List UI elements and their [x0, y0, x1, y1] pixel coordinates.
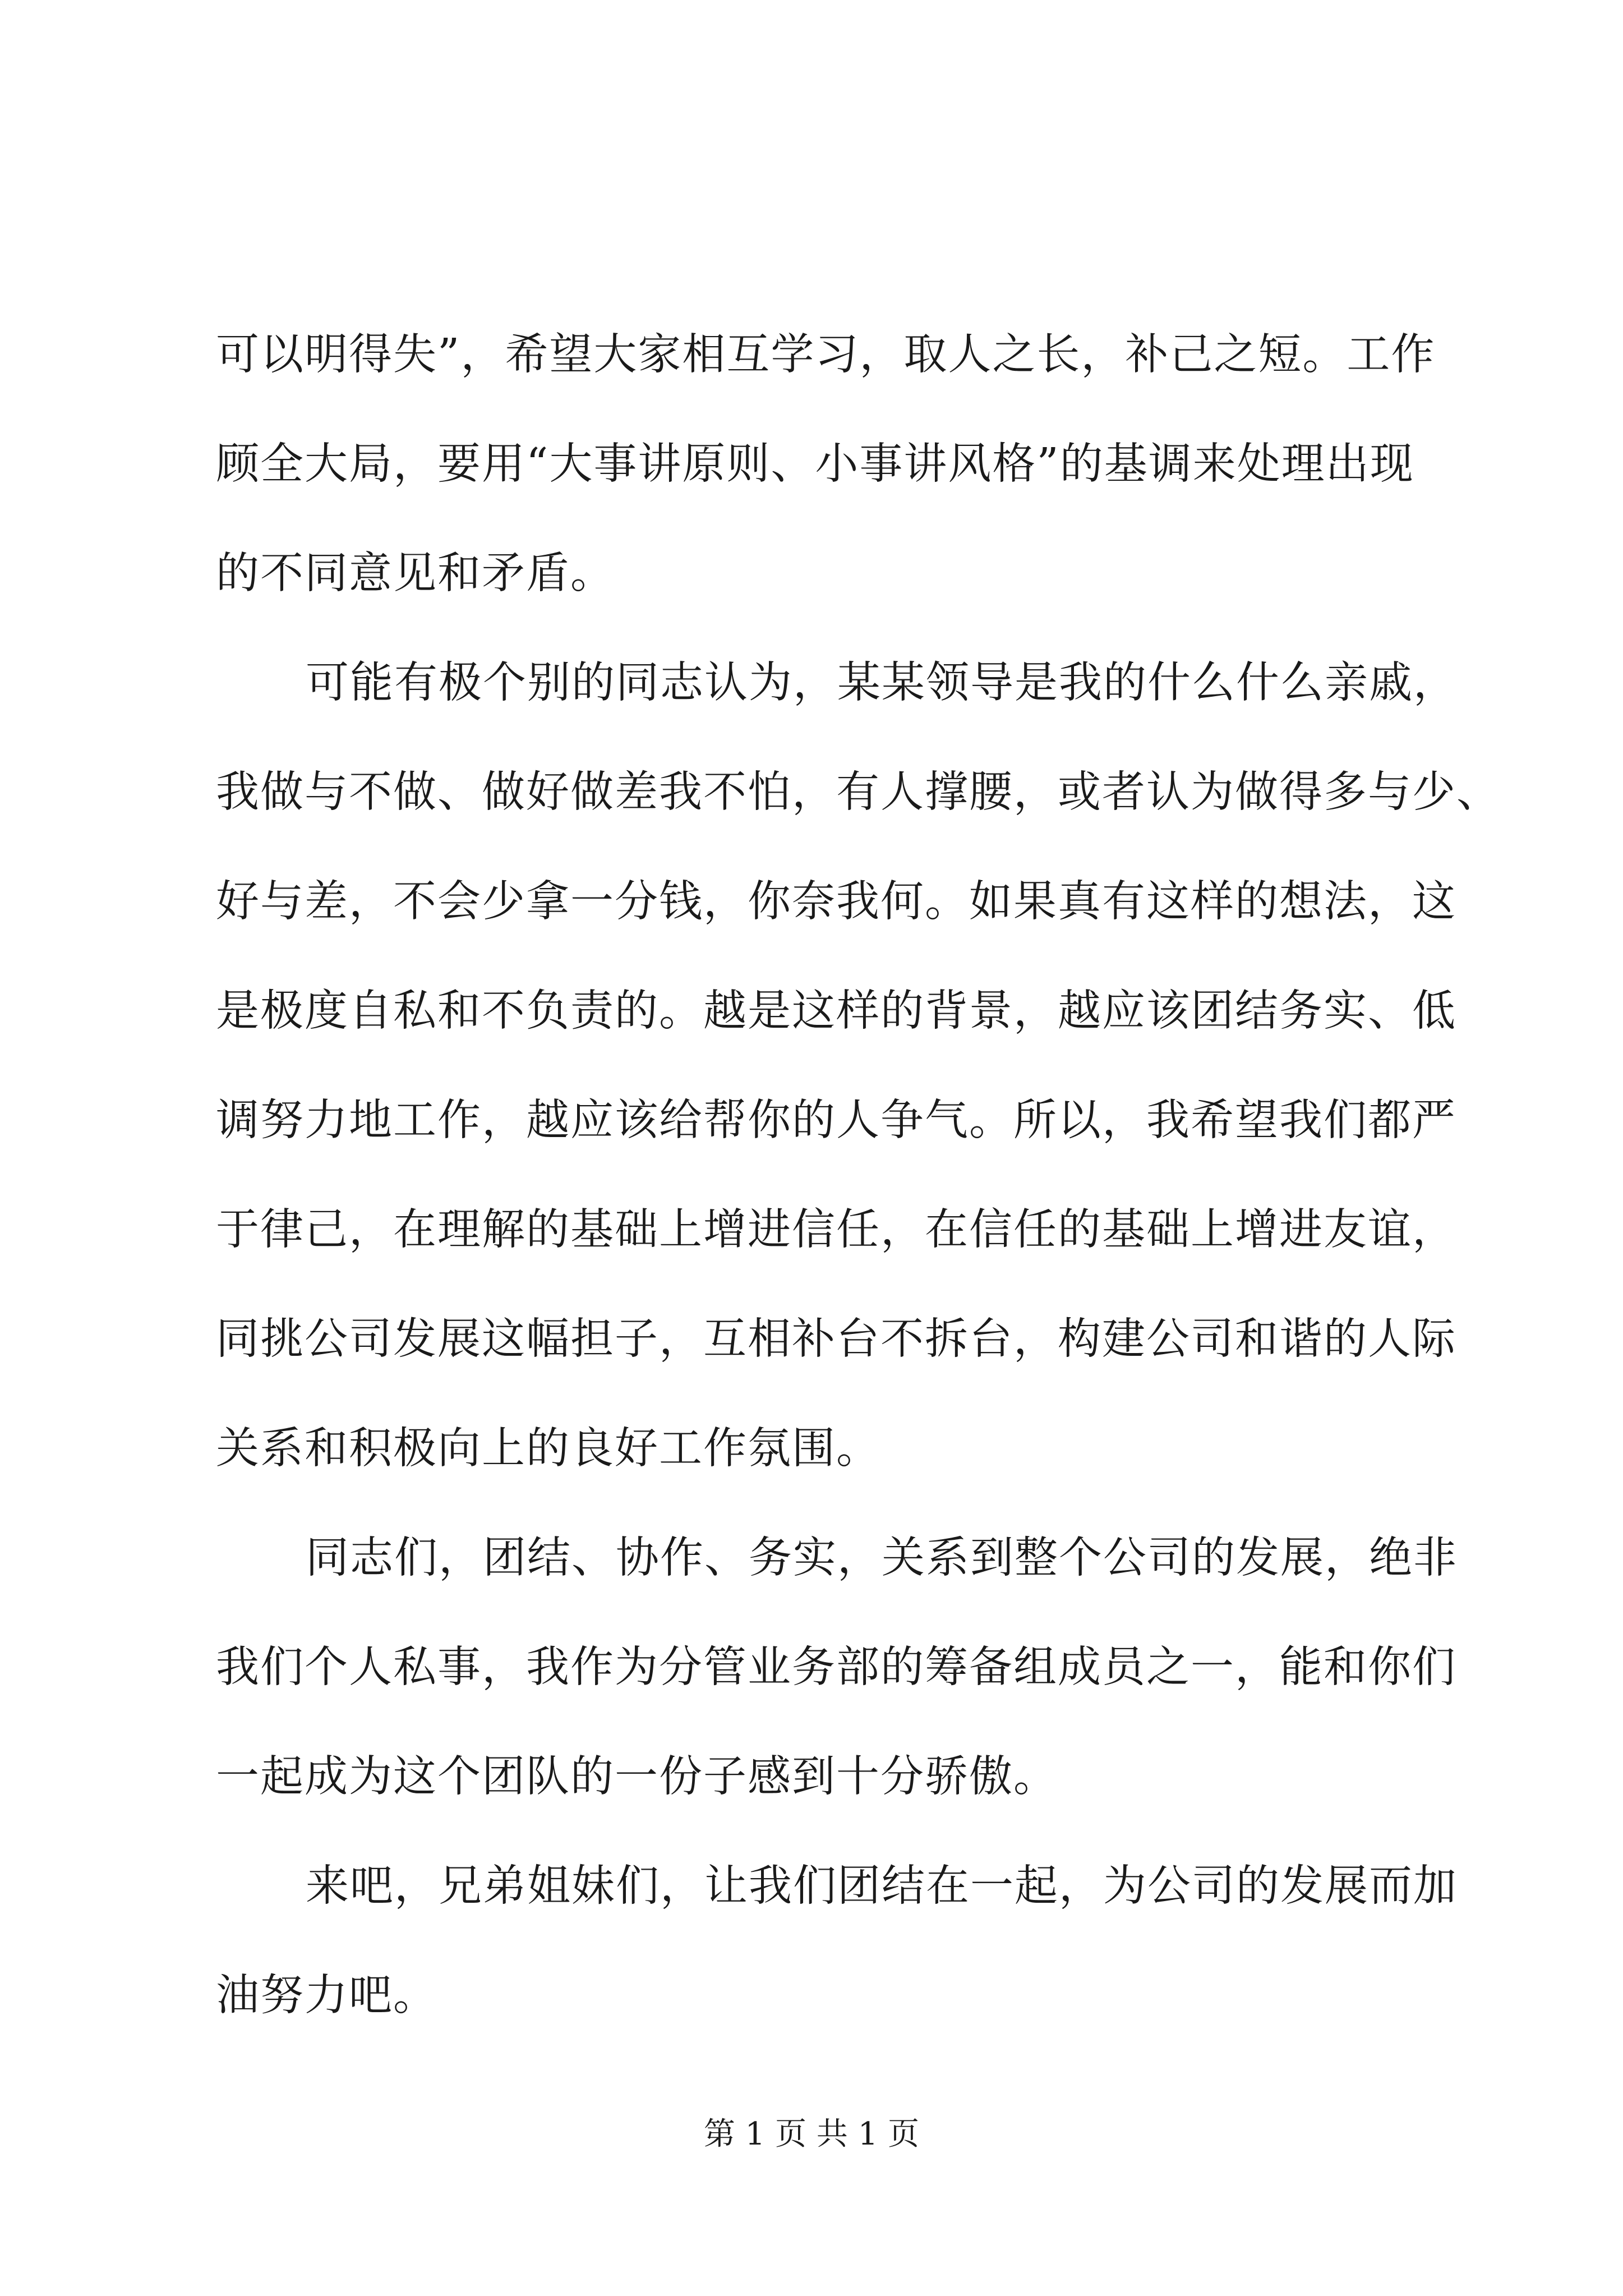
page-number-footer: 第 1 页 共 1 页 — [703, 2116, 920, 2152]
paragraph-1 — [216, 300, 1436, 628]
paragraph-line: 于律己，在理解的基础上增进信任，在信任的基础上增进友谊， — [216, 1205, 1456, 1255]
paragraph-4 — [216, 1832, 1458, 2050]
paragraph-line: 我做与不做、做好做差我不怕，有人撑腰，或者认为做得多与少、 — [216, 767, 1501, 817]
paragraph-line: 关系和积极向上的良好工作氛围。 — [216, 1424, 880, 1474]
paragraph-line: 好与差，不会少拿一分钱，你奈我何。如果真有这样的想法，这 — [216, 877, 1456, 927]
paragraph-line: 顾全大局，要用“大事讲原则、小事讲风格”的基调来处理出现 — [216, 439, 1414, 489]
paragraph-line: 可能有极个别的同志认为，某某领导是我的什么什么亲戚， — [306, 658, 1458, 708]
paragraph-line: 的不同意见和矛盾。 — [216, 549, 615, 599]
paragraph-line: 油努力吧。 — [216, 1971, 437, 2021]
paragraph-line: 同志们，团结、协作、务实，关系到整个公司的发展，绝非 — [306, 1533, 1458, 1583]
paragraph-line: 调努力地工作，越应该给帮你的人争气。所以，我希望我们都严 — [216, 1096, 1456, 1145]
paragraph-line: 来吧，兄弟姐妹们，让我们团结在一起，为公司的发展而加 — [306, 1861, 1458, 1911]
paragraph-line: 同挑公司发展这幅担子，互相补台不拆台，构建公司和谐的人际 — [216, 1314, 1456, 1364]
paragraph-line: 可以明得失”，希望大家相互学习，取人之长，补己之短。工作 — [216, 330, 1436, 380]
paragraph-3 — [216, 1503, 1458, 1832]
document-body — [216, 300, 1501, 2050]
paragraph-line: 是极度自私和不负责的。越是这样的背景，越应该团结务实、低 — [216, 986, 1456, 1036]
paragraph-line: 我们个人私事，我作为分管业务部的筹备组成员之一，能和你们 — [216, 1642, 1456, 1692]
paragraph-2 — [216, 628, 1501, 1503]
paragraph-line: 一起成为这个团队的一份子感到十分骄傲。 — [216, 1752, 1058, 1802]
